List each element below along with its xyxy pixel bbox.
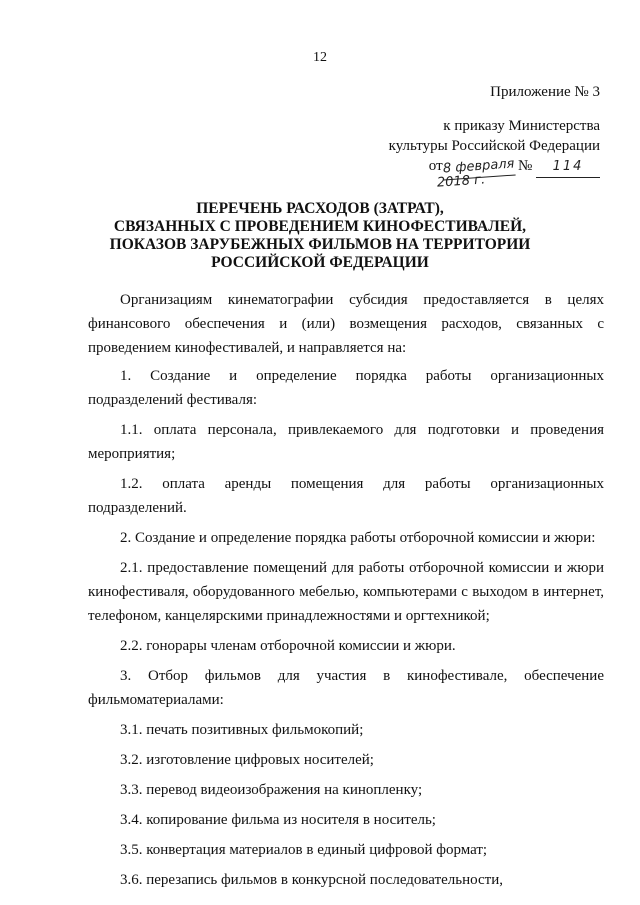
document-body [88,288,604,898]
order-date-number-line [428,156,600,191]
list-item-2-1: 2.1. предоставление помещений для работы отборочной комиссии и жюри кинофестиваля, оборудованного мебелью, компьютерами с выходом в интернет, телефоном, канцелярскими принадлежностями и оргтехникой; [88,560,604,624]
heading-line-2: СВЯЗАННЫХ С ПРОВЕДЕНИЕМ КИНОФЕСТИВАЛЕЙ, [113,218,527,235]
handwritten-order-number: 114 [536,157,600,178]
list-item-2-2: 2.2. гонорары членам отборочной комиссии и жюри. [120,638,456,654]
list-item-2: 2. Создание и определение порядка работы отборочной комиссии и жюри: [120,530,596,546]
heading-line-4: РОССИЙСКОЙ ФЕДЕРАЦИИ [211,254,429,271]
list-item-1-2: 1.2. оплата аренды помещения для работы организационных подразделений. [88,476,604,516]
list-item-3-5: 3.5. конвертация материалов в единый цифровой формат; [120,842,488,858]
list-item-3-4: 3.4. копирование фильма из носителя в носитель; [120,812,436,828]
intro-paragraph: Организациям кинематографии субсидия предоставляется в целях финансового обеспечения и (или) возмещения расходов, связанных с проведением кинофестивалей, и направляется на: [88,292,604,356]
list-item-3-6: 3.6. перезапись фильмов в конкурсной последовательности, [120,872,504,888]
appendix-line-1: к приказу Министерства [443,118,600,134]
list-item-3-1: 3.1. печать позитивных фильмокопий; [120,722,364,738]
heading-line-3: ПОКАЗОВ ЗАРУБЕЖНЫХ ФИЛЬМОВ НА ТЕРРИТОРИИ [109,236,531,253]
handwritten-date: 8 февраля [442,155,515,181]
list-item-1-1: 1.1. оплата персонала, привлекаемого для подготовки и проведения мероприятия; [88,422,604,462]
appendix-block [388,82,600,191]
appendix-title: Приложение № 3 [490,84,600,100]
page-number: 12 [313,50,327,65]
heading-line-1: ПЕРЕЧЕНЬ РАСХОДОВ (ЗАТРАТ), [196,200,444,217]
list-item-3-3: 3.3. перевод видеоизображения на кинопленку; [120,782,423,798]
number-prefix: № [517,158,533,174]
list-item-1: 1. Создание и определение порядка работы организационных подразделений фестиваля: [88,368,604,408]
list-item-3: 3. Отбор фильмов для участия в кинофестивале, обеспечение фильмоматериалами: [88,668,604,708]
document-heading [0,200,640,272]
handwritten-year: 2018 г. [436,172,486,191]
appendix-line-2: культуры Российской Федерации [388,138,600,154]
from-prefix: от [428,158,443,174]
list-item-3-2: 3.2. изготовление цифровых носителей; [120,752,374,768]
